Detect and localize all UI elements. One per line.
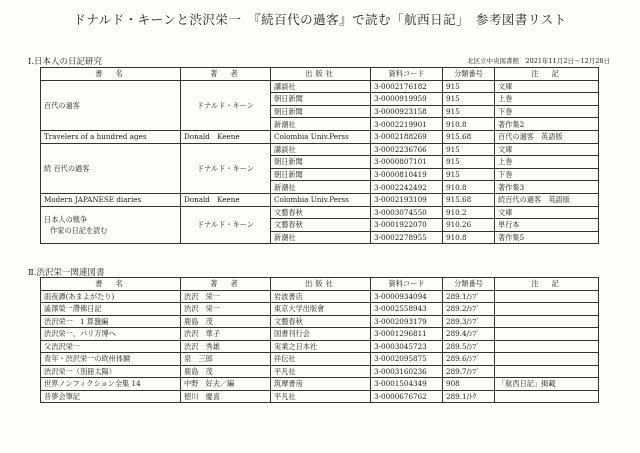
publisher: Colombia Univ.Perss: [271, 193, 371, 206]
note: [495, 365, 599, 378]
publisher: 講談社: [271, 80, 371, 93]
item-code: 3-0000810419: [371, 168, 443, 181]
note: [495, 340, 599, 353]
shibusawa-books-table: [40, 277, 599, 403]
item-code: 3-0003074550: [371, 206, 443, 219]
book-title: 澁澤榮一滯佛日記: [41, 303, 181, 316]
class-number: 910.2: [443, 206, 495, 219]
book-title: 続 百代の過客: [41, 143, 181, 193]
class-number: 289.6/ｼﾌﾞ: [443, 353, 495, 366]
table-row: [41, 390, 599, 403]
book-author: 渋沢 栄一: [181, 303, 271, 316]
item-code: 3-0003045723: [371, 340, 443, 353]
item-code: 3-0000807101: [371, 156, 443, 169]
table-header-row: [41, 278, 599, 291]
item-code: 3-0002188269: [371, 130, 443, 143]
class-number: 915: [443, 105, 495, 118]
book-title: Travelers of a hundred ages: [41, 130, 181, 143]
col-author: 著 者: [181, 278, 271, 291]
publisher: 新潮社: [271, 231, 371, 244]
book-title: 昔夢会筆記: [41, 390, 181, 403]
class-number: 915: [443, 143, 495, 156]
book-author: 渋沢 華子: [181, 328, 271, 341]
col-publisher: 出版社: [271, 68, 371, 81]
item-code: 3-0000676762: [371, 390, 443, 403]
col-author: 著 者: [181, 68, 271, 81]
class-number: 289.5/ｼﾌﾞ: [443, 340, 495, 353]
table-row: [41, 378, 599, 391]
note: 文庫: [495, 80, 599, 93]
class-number: 915: [443, 168, 495, 181]
table-row: [41, 365, 599, 378]
section2-heading: Ⅱ.渋沢栄一関連図書: [28, 268, 105, 278]
item-code: 3-0002093179: [371, 315, 443, 328]
publisher: 文藝春秋: [271, 315, 371, 328]
col-publisher: 出版社: [271, 278, 371, 291]
item-code: 3-0002236766: [371, 143, 443, 156]
book-author: 渋沢 栄一: [181, 290, 271, 303]
class-number: 289.7/ｼﾌﾞ: [443, 365, 495, 378]
table-row: [41, 315, 599, 328]
item-code: 3-0001296811: [371, 328, 443, 341]
table-row: [41, 193, 599, 206]
class-number: 915.68: [443, 130, 495, 143]
publisher: 新潮社: [271, 181, 371, 194]
class-number: 910.8: [443, 181, 495, 194]
col-code: 資料コード: [371, 278, 443, 291]
col-class: 分類番号: [443, 278, 495, 291]
book-title: 渋沢栄一（別冊太陽）: [41, 365, 181, 378]
table-row: [41, 206, 599, 219]
book-author: ドナルド・キーン: [181, 80, 271, 130]
publisher: 平凡社: [271, 365, 371, 378]
book-title: 世界ノンフィクション全集 14: [41, 378, 181, 391]
table-row: [41, 80, 599, 93]
table-row: [41, 353, 599, 366]
page-title: ドナルド・キーンと渋沢栄一 『続百代の過客』で読む「航西日記」 参考図書リスト: [73, 12, 567, 27]
library-period: 北区立中央図書館 2021年11月2日～12月28日: [467, 57, 610, 65]
book-author: ドナルド・キーン: [181, 143, 271, 193]
class-number: 289.3/ｼﾌﾞ: [443, 315, 495, 328]
book-title-line2: 作家の日記を読む: [50, 225, 108, 235]
publisher: 朝日新聞: [271, 93, 371, 106]
book-title-line1: 日本人の戦争: [44, 214, 88, 224]
note: 上巻: [495, 93, 599, 106]
item-code: 3-0002219901: [371, 118, 443, 131]
note: 下巻: [495, 168, 599, 181]
table-row: [41, 130, 599, 143]
note: 文庫: [495, 143, 599, 156]
col-title: 書 名: [41, 278, 181, 291]
item-code: 3-0002242492: [371, 181, 443, 194]
item-code: 3-0002095875: [371, 353, 443, 366]
item-code: 3-0000934094: [371, 290, 443, 303]
item-code: 3-0002278955: [371, 231, 443, 244]
col-class: 分類番号: [443, 68, 495, 81]
note: [495, 315, 599, 328]
book-author: 渋沢 秀雄: [181, 340, 271, 353]
col-note: 注 記: [495, 68, 599, 81]
diary-research-table: [40, 67, 599, 244]
col-code: 資料コード: [371, 68, 443, 81]
class-number: 908: [443, 378, 495, 391]
note: 著作集5: [495, 231, 599, 244]
book-author: Donald Keene: [181, 130, 271, 143]
book-author: Donald Keene: [181, 193, 271, 206]
note: 続百代の過客 英語版: [495, 193, 599, 206]
note: 著作集2: [495, 118, 599, 131]
book-title: 渋沢栄一 1 算盤編: [41, 315, 181, 328]
book-author: 鹿島 茂: [181, 315, 271, 328]
book-title: Modern JAPANESE diaries: [41, 193, 181, 206]
note: 下巻: [495, 105, 599, 118]
class-number: 910.8: [443, 231, 495, 244]
note: 「航西日記」掲載: [495, 378, 599, 391]
section1-heading: Ⅰ.日本人の日記研究: [28, 57, 103, 67]
class-number: 915: [443, 93, 495, 106]
col-title: 書 名: [41, 68, 181, 81]
note: 単行本: [495, 219, 599, 232]
table-row: [41, 143, 599, 156]
col-note: 注 記: [495, 278, 599, 291]
publisher: 祥伝社: [271, 353, 371, 366]
item-code: 3-0002176182: [371, 80, 443, 93]
publisher: 朝日新聞: [271, 105, 371, 118]
note: [495, 328, 599, 341]
item-code: 3-0002558943: [371, 303, 443, 316]
class-number: 915: [443, 156, 495, 169]
note: 百代の過客 英語版: [495, 130, 599, 143]
class-number: 289.1/ｼﾌﾞ: [443, 290, 495, 303]
book-title: 雨夜譚(あまよがたり): [41, 290, 181, 303]
publisher: 筑摩書房: [271, 378, 371, 391]
book-author: 徳川 慶喜: [181, 390, 271, 403]
book-author: 泉 三郎: [181, 353, 271, 366]
item-code: 3-0003160236: [371, 365, 443, 378]
item-code: 3-0001504349: [371, 378, 443, 391]
item-code: 3-0000923158: [371, 105, 443, 118]
class-number: 910.26: [443, 219, 495, 232]
class-number: 910.8: [443, 118, 495, 131]
publisher: 文藝春秋: [271, 206, 371, 219]
item-code: 3-0002193109: [371, 193, 443, 206]
item-code: 3-0000919959: [371, 93, 443, 106]
note: 上巻: [495, 156, 599, 169]
publisher: 朝日新聞: [271, 168, 371, 181]
publisher: 平凡社: [271, 390, 371, 403]
publisher: 新潮社: [271, 118, 371, 131]
class-number: 289.1/ﾄｸ: [443, 390, 495, 403]
note: [495, 353, 599, 366]
table-row: [41, 303, 599, 316]
table-row: [41, 290, 599, 303]
item-code: 3-0001922070: [371, 219, 443, 232]
book-title: 渋沢栄一、パリ万博へ: [41, 328, 181, 341]
book-title: 青年・渋沢栄一の欧州体験: [41, 353, 181, 366]
class-number: 915: [443, 80, 495, 93]
publisher: 朝日新聞: [271, 156, 371, 169]
publisher: 国書刊行会: [271, 328, 371, 341]
publisher: 岩波書店: [271, 290, 371, 303]
class-number: 915.68: [443, 193, 495, 206]
book-title: 父渋沢栄一: [41, 340, 181, 353]
note: 著作集3: [495, 181, 599, 194]
class-number: 289.4/ｼﾌﾞ: [443, 328, 495, 341]
table-row: [41, 340, 599, 353]
note: [495, 390, 599, 403]
table-header-row: [41, 68, 599, 81]
table-row: [41, 328, 599, 341]
note: [495, 303, 599, 316]
publisher: Colombia Univ.Perss: [271, 130, 371, 143]
publisher: 講談社: [271, 143, 371, 156]
book-title: [41, 206, 181, 244]
book-author: 中野 好夫／編: [181, 378, 271, 391]
book-author: ドナルド・キーン: [181, 206, 271, 244]
note: 文庫: [495, 206, 599, 219]
publisher: 文藝春秋: [271, 219, 371, 232]
publisher: 実業之日本社: [271, 340, 371, 353]
publisher: 東京大学出版會: [271, 303, 371, 316]
book-author: 鹿島 茂: [181, 365, 271, 378]
note: [495, 290, 599, 303]
book-title: 百代の過客: [41, 80, 181, 130]
class-number: 289.2/ｼﾌﾞ: [443, 303, 495, 316]
